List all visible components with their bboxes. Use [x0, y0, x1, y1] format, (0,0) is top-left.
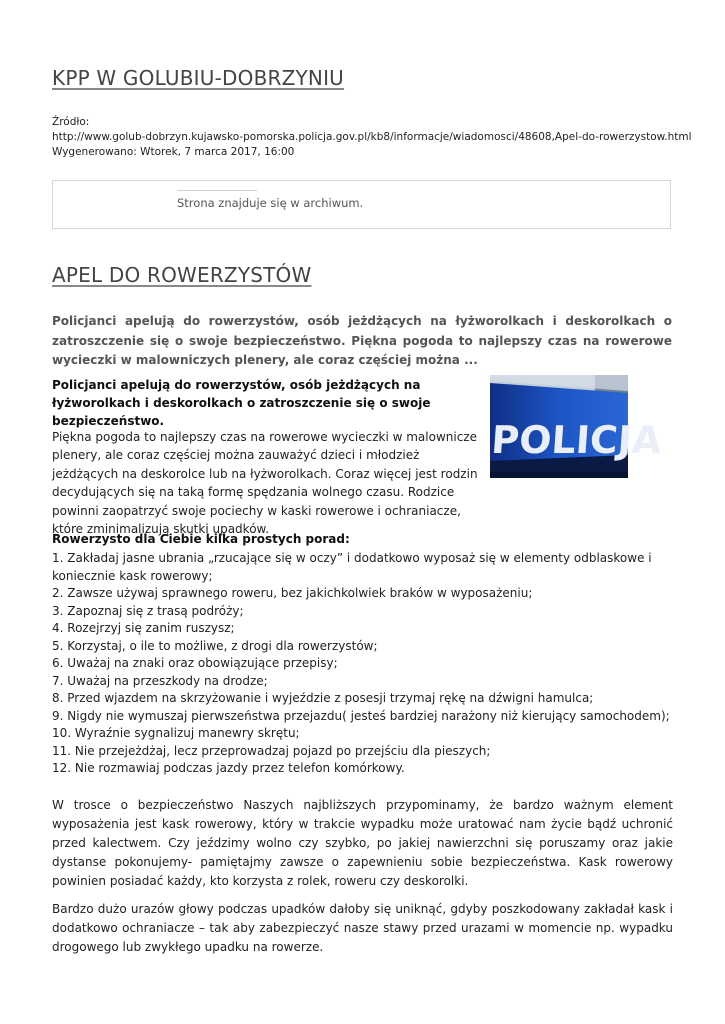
- tips-list: [52, 550, 674, 778]
- police-lettering: POLICJA: [489, 418, 663, 462]
- notice-divider: [177, 190, 257, 191]
- source-label: Źródło:: [52, 116, 90, 128]
- article-paragraph-1: Piękna pogoda to najlepszy czas na rowerowe wycieczki w malownicze plenery, ale coraz częściej można zauważyć dzieci i młodzież jeżdżących na deskorolce lub na łyżworolkach. Coraz więcej jest rodzin decydujących się na taką formę spędzania wolnego czasu. Rodzice powinni zaopatrzyć swoje pociechy w kaski rowerowe i ochraniacze, które zminimalizują skutki upadków.: [52, 430, 478, 537]
- list-item: 12. Nie rozmawiaj podczas jazdy przez telefon komórkowy.: [52, 761, 405, 775]
- article-paragraph-3: Bardzo dużo urazów głowy podczas upadków dałoby się uniknąć, gdyby poszkodowany zakładał kask i dodatkowo ochraniacze – tak aby zabezpieczyć nasze stawy przed urazami w momencie np. wypadku drogowego lub zwykłego upadku na rowerze.: [52, 902, 673, 954]
- article-paragraph-2: W trosce o bezpieczeństwo Naszych najbliższych przypominamy, że bardzo ważnym element wyposażenia jest kask rowerowy, który w trakcie wypadku może uratować nam życie bądź uchronić przed kalectwem. Czy jeździmy wolno czy szybko, po jakiej nawierzchni się poruszamy oraz jakie dystanse pokonujemy- pamiętajmy zawsze o zapewnieniu sobie bezpieczeństwa. Kask rowerowy powinien posiadać każdy, kto korzysta z rolek, roweru czy deskorolki.: [52, 798, 673, 888]
- list-item: 11. Nie przejeżdżaj, lecz przeprowadzaj pojazd po przejściu dla pieszych;: [52, 743, 491, 758]
- list-item: 6. Uważaj na znaki oraz obowiązujące przepisy;: [52, 656, 338, 670]
- archive-notice: [52, 180, 671, 229]
- list-item: 7. Uważaj na przeszkody na drodze;: [52, 673, 268, 688]
- police-car-photo-icon: [489, 375, 663, 478]
- article-intro: Policjanci apelują do rowerzystów, osób jeżdżących na łyżworolkach i deskorolkach o zatroszczenie się o swoje bezpieczeństwo.: [52, 378, 431, 428]
- article-title: APEL DO ROWERZYSTÓW: [52, 263, 312, 287]
- generated-date: Wygenerowano: Wtorek, 7 marca 2017, 16:00: [52, 146, 295, 158]
- list-item: 2. Zawsze używaj sprawnego roweru, bez jakichkolwiek braków w wyposażeniu;: [52, 586, 533, 600]
- list-item: 8. Przed wjazdem na skrzyżowanie i wyjeździe z posesji trzymaj rękę na dźwigni hamulca;: [52, 691, 594, 705]
- police-car-photo: [489, 375, 663, 478]
- source-meta: [52, 115, 692, 160]
- source-url[interactable]: http://www.golub-dobrzyn.kujawsko-pomorska.policja.gov.pl/kb8/informacje/wiadomosci/48608,Apel-do-rowerzystow.html: [52, 131, 692, 143]
- list-item: 9. Nigdy nie wymuszaj pierwszeństwa przejazdu( jesteś bardziej narażony niż kierujący samochodem);: [52, 708, 670, 723]
- list-item: 4. Rozejrzyj się zanim ruszysz;: [52, 621, 235, 635]
- tips-heading: Rowerzysto dla Ciebie kilka prostych porad:: [52, 532, 350, 546]
- archive-notice-text: Strona znajduje się w archiwum.: [177, 196, 364, 210]
- site-title: KPP W GOLUBIU-DOBRZYNIU: [52, 66, 345, 90]
- list-item: 5. Korzystaj, o ile to możliwe, z drogi dla rowerzystów;: [52, 638, 378, 653]
- list-item: 10. Wyraźnie sygnalizuj manewry skrętu;: [52, 726, 300, 740]
- list-item: 3. Zapoznaj się z trasą podróży;: [52, 603, 244, 618]
- article-lead: Policjanci apelują do rowerzystów, osób jeżdżących na łyżworolkach i deskorolkach o zatroszczenie się o swoje bezpieczeństwo. Piękna pogoda to najlepszy czas na rowerowe wycieczki w malowniczych plenery, ale coraz częściej można ...: [52, 314, 672, 367]
- list-item: 1. Zakładaj jasne ubrania „rzucające się w oczy” i dodatkowo wyposaż się w elementy odblaskowe i koniecznie kask rowerowy;: [52, 551, 652, 583]
